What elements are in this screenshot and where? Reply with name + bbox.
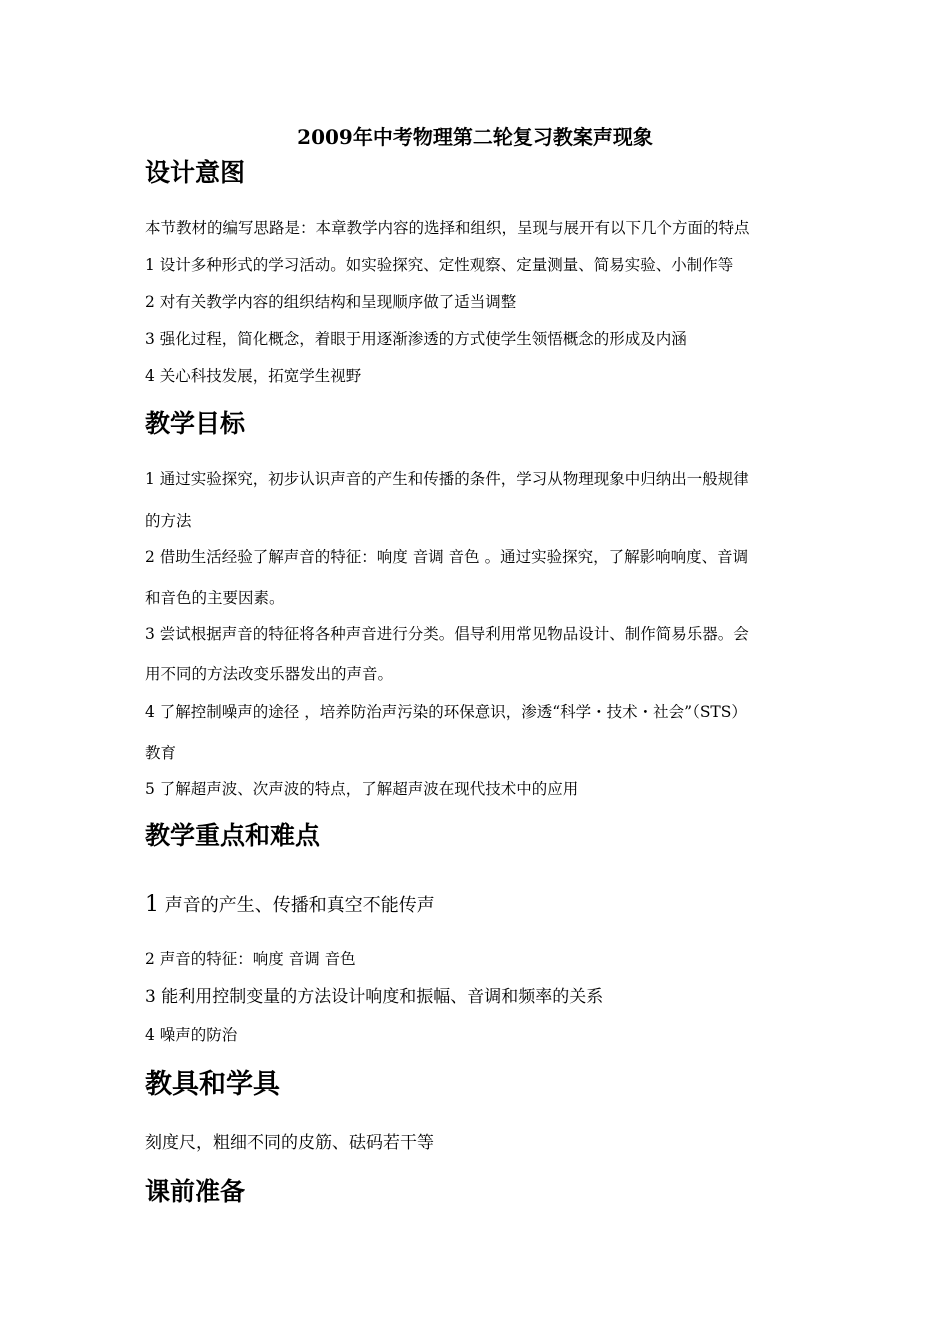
document-title: 2009年中考物理第二轮复习教案声现象 — [297, 125, 653, 149]
teaching-goal-4-line1: 4 了解控制噪声的途径 ，培养防治声污染的环保意识，渗透“科学・技术・社会”（STS） — [145, 703, 747, 721]
key-point-2: 2 声音的特征：响度 音调 音色 — [145, 950, 356, 968]
design-intent-intro: 本节教材的编写思路是：本章教学内容的选择和组织，呈现与展开有以下几个方面的特点 — [145, 219, 750, 237]
section-heading-design-intent: 设计意图 — [145, 158, 246, 187]
key-point-4: 4 噪声的防治 — [145, 1026, 238, 1044]
teaching-goal-3-line1: 3 尝试根据声音的特征将各种声音进行分类。倡导利用常见物品设计、制作简易乐器。会 — [145, 625, 749, 643]
tools-text: 刻度尺，粗细不同的皮筋、砝码若干等 — [145, 1133, 434, 1153]
key-point-1-number: 1 — [145, 892, 159, 917]
key-point-3: 3 能利用控制变量的方法设计响度和振幅、音调和频率的关系 — [145, 987, 604, 1007]
teaching-goal-2-line1: 2 借助生活经验了解声音的特征：响度 音调 音色 。通过实验探究，了解影响响度、音调 — [145, 548, 749, 566]
key-point-1 — [145, 893, 435, 918]
teaching-goal-1-line2: 的方法 — [145, 512, 192, 530]
section-heading-preparation: 课前准备 — [145, 1177, 246, 1206]
design-intent-item-2: 2 对有关教学内容的组织结构和呈现顺序做了适当调整 — [145, 293, 517, 311]
teaching-goal-1-line1: 1 通过实验探究，初步认识声音的产生和传播的条件，学习从物理现象中归纳出一般规律 — [145, 470, 749, 488]
teaching-goal-3-line2: 用不同的方法改变乐器发出的声音。 — [145, 665, 394, 683]
teaching-goal-4-line2: 教育 — [145, 744, 177, 762]
section-heading-teaching-goals: 教学目标 — [145, 409, 246, 438]
section-heading-key-points: 教学重点和难点 — [145, 821, 321, 850]
design-intent-item-4: 4 关心科技发展，拓宽学生视野 — [145, 367, 362, 385]
design-intent-item-3: 3 强化过程，简化概念，着眼于用逐渐渗透的方式使学生领悟概念的形成及内涵 — [145, 330, 687, 348]
design-intent-item-1: 1 设计多种形式的学习活动。如实验探究、定性观察、定量测量、简易实验、小制作等 — [145, 256, 734, 274]
section-heading-tools: 教具和学具 — [145, 1069, 280, 1100]
teaching-goal-2-line2: 和音色的主要因素。 — [145, 589, 285, 607]
teaching-goal-5: 5 了解超声波、次声波的特点，了解超声波在现代技术中的应用 — [145, 780, 579, 798]
key-point-1-text: 声音的产生、传播和真空不能传声 — [159, 895, 435, 916]
